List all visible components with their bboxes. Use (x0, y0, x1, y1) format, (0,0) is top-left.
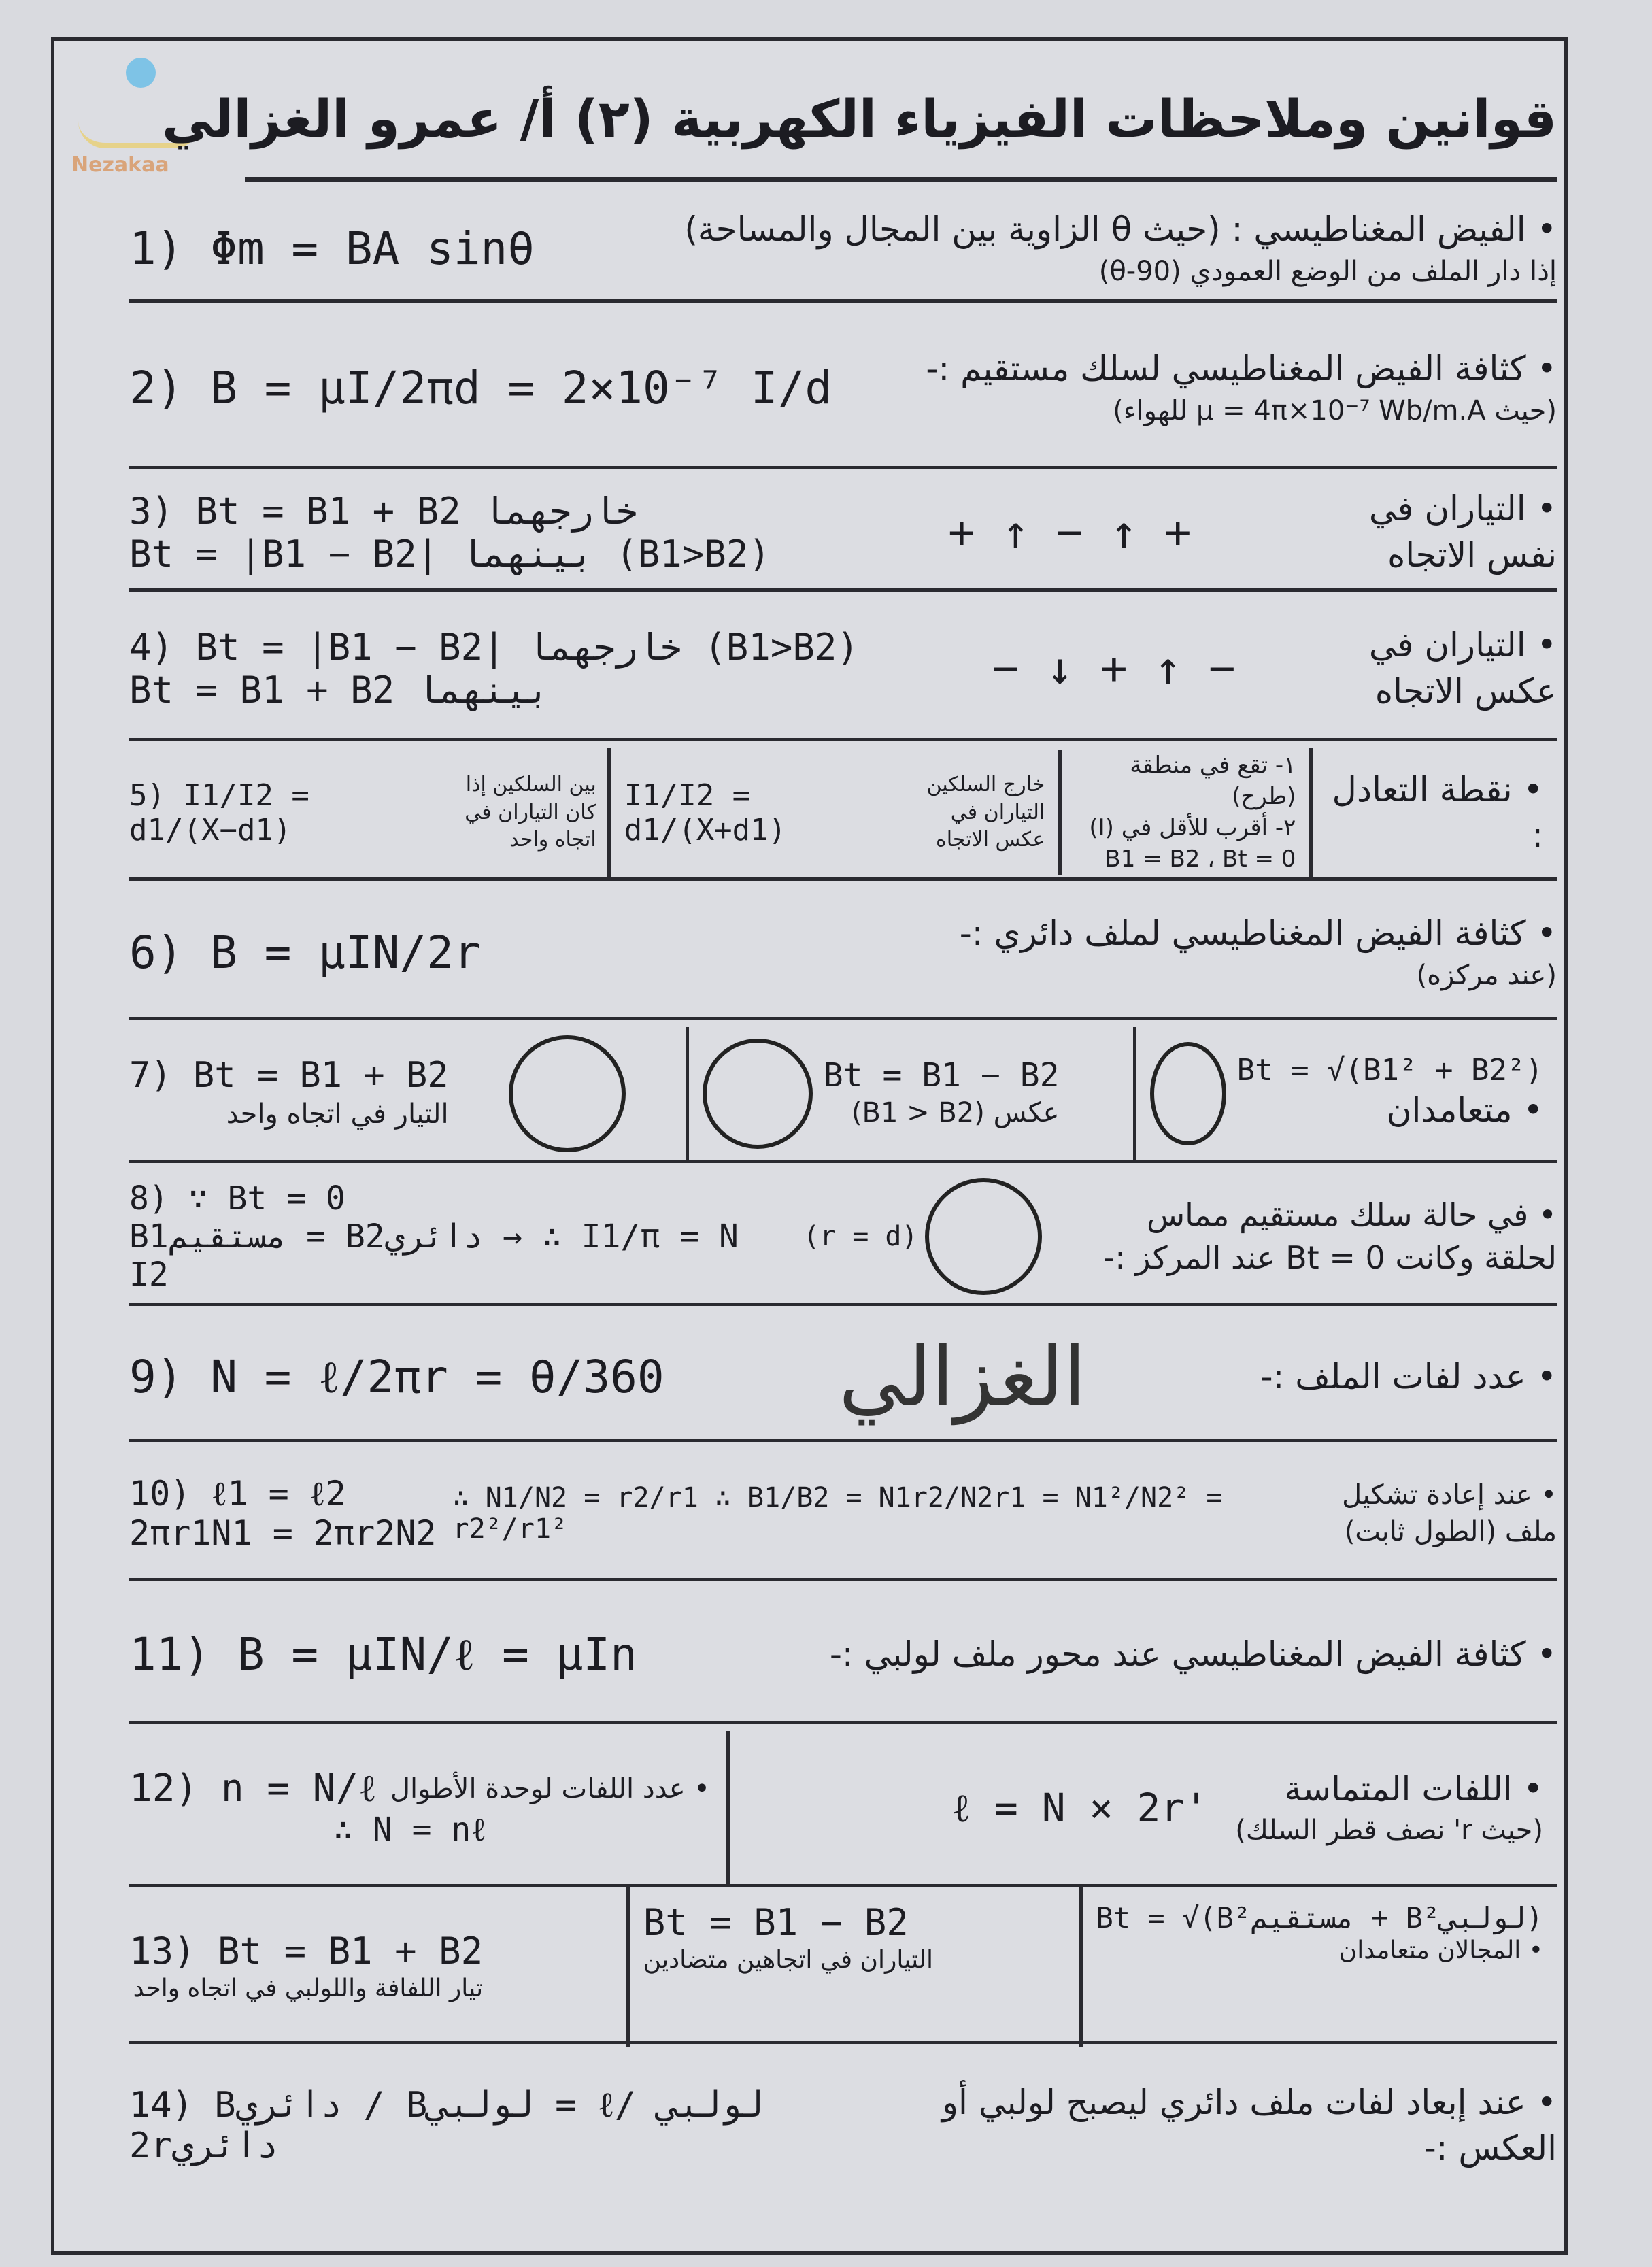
wires-diagram: + ↑ − ↑ + (948, 506, 1192, 558)
formula: 5) I1/I2 = d1/(X−d1) (129, 778, 309, 847)
note: التيار في اتجاه واحد (226, 1098, 449, 1130)
law-row-11 (129, 1588, 1557, 1724)
formula: 2) B = μI/2πd = 2×10⁻⁷ I/d (129, 361, 832, 414)
formula: 2πr1N1 = 2πr2N2 (129, 1513, 437, 1553)
law-row-1 (129, 197, 1557, 303)
note: • كثافة الفيض المغناطيسي لسلك مستقيم :- (926, 349, 1557, 389)
formula: Bt = B1 + B2 بينهما (129, 668, 550, 711)
law-row-13 (129, 1894, 1557, 2044)
note: إذا دار الملف من الوضع العمودي (90-θ) (1098, 255, 1557, 287)
note: لحلقة وكانت Bt = 0 عند المركز :- (1103, 1239, 1557, 1276)
note: نفس الاتجاه (1387, 535, 1557, 575)
note: • التياران في (1368, 625, 1557, 665)
formula: B1مستقيم = B2دائري → ∴ I1/π = N I2 (129, 1217, 739, 1294)
note: ملف (الطول ثابت) (1344, 1516, 1557, 1547)
formula: 12) n = N/ℓ (129, 1766, 377, 1811)
formula: Bt = |B1 − B2| بينهما (B1>B2) (129, 532, 771, 575)
note: • كثافة الفيض المغناطيسي عند محور ملف لولبي :- (829, 1634, 1557, 1674)
formula: 8) ∵ Bt = 0 (129, 1179, 345, 1218)
note: • في حالة سلك مستقيم مماس (1147, 1196, 1557, 1234)
formula: Bt = B1 − B2 (643, 1901, 909, 1944)
note: • عدد لفات الملف :- (1260, 1357, 1557, 1397)
formula: 10) ℓ1 = ℓ2 (129, 1474, 346, 1513)
law-row-10 (129, 1449, 1557, 1581)
note: • الفيض المغناطيسي : (حيث θ الزاوية بين المجال والمساحة) (684, 209, 1557, 250)
note: • عند إعادة تشكيل (1342, 1479, 1557, 1511)
law-row-6 (129, 888, 1557, 1020)
graduate-icon (126, 58, 156, 88)
law-row-9 (129, 1316, 1557, 1442)
formula: 4) Bt = |B1 − B2| خارجهما (B1>B2) (129, 625, 859, 669)
note: • التياران في (1368, 489, 1557, 528)
note: بين السلكين إذا كان التياران في اتجاه واحد (465, 773, 596, 852)
note: (حيث μ = 4π×10⁻⁷ Wb/m.A للهواء) (1113, 394, 1557, 426)
law-row-5 (129, 748, 1557, 881)
note: التياران في اتجاهين متضادين (643, 1946, 933, 1974)
note: • اللفات المتماسة (1284, 1768, 1543, 1809)
formula: 9) N = ℓ/2πr = θ/360 (129, 1351, 664, 1403)
formula: Bt = B1 − B2 (823, 1056, 1060, 1094)
note: • عدد اللفات لوحدة الأطوال (390, 1773, 710, 1804)
formula: I1/I2 = d1/(X+d1) (624, 778, 787, 847)
note: • عند إبعاد لفات ملف دائري ليصبح لولبي أو العكس :- (941, 2082, 1557, 2168)
formula: ∴ N1/N2 = r2/r1 ∴ B1/B2 = N1r2/N2r1 = N1²/N2² = r2²/r1² (452, 1482, 1223, 1545)
signature: الغزالي (839, 1330, 1087, 1425)
note: B1 = B2 ، Bt = 0 (1105, 845, 1296, 873)
concentric-loops-icon (509, 1035, 626, 1152)
note: • كثافة الفيض المغناطيسي لملف دائري :- (959, 913, 1557, 954)
formula: 11) B = μIN/ℓ = μIn (129, 1628, 637, 1681)
note: تيار اللفافة واللولبي في اتجاه واحد (133, 1974, 484, 2002)
law-row-8 (129, 1170, 1557, 1306)
formula: ℓ = N × 2r' (951, 1784, 1209, 1831)
note: عكس (B1 > B2) (851, 1096, 1060, 1128)
note: • نقطة التعادل : (1309, 748, 1557, 877)
formula: Bt = √(B1² + B2²) (1236, 1053, 1543, 1088)
logo-text: Nezakaa (71, 153, 169, 177)
wires-diagram: − ↓ + ↑ − (992, 642, 1236, 694)
note: ٢- أقرب للأقل في (I) (1089, 814, 1296, 841)
concentric-loops-icon (703, 1039, 813, 1149)
law-row-14 (129, 2051, 1557, 2200)
formula: 1) Φm = BA sinθ (129, 222, 535, 275)
page-title: قوانين وملاحظات الفيزياء الكهربية (٢) أ/ عمرو الغزالي (245, 61, 1557, 182)
formula: Bt = √(B²مستقيم + B²لولبي) (1096, 1901, 1543, 1934)
loop-tangent-wire-icon (925, 1178, 1042, 1295)
label: (r = d) (803, 1220, 918, 1252)
law-row-3 (129, 476, 1557, 592)
formula: 14) Bدائري / Bلولبي = ℓلولبي / 2rدائري (129, 2085, 764, 2166)
note: عكس الاتجاه (1375, 671, 1557, 711)
note: خارج السلكين التياران في عكس الاتجاه (926, 773, 1045, 852)
formula: ∴ N = nℓ (333, 1811, 487, 1849)
note: (عند مركزه) (1416, 959, 1557, 991)
formula: 6) B = μIN/2r (129, 926, 481, 979)
note: ١- تقع في منطقة (طرح) (1130, 752, 1296, 811)
formula: 3) Bt = B1 + B2 خارجهما (129, 489, 638, 533)
formula: 13) Bt = B1 + B2 (129, 1929, 484, 1972)
note: • المجالان متعامدان (1338, 1936, 1543, 1964)
formula: 7) Bt = B1 + B2 (129, 1054, 449, 1096)
law-row-2 (129, 309, 1557, 469)
note: • متعامدان (1386, 1090, 1543, 1130)
law-row-7 (129, 1027, 1557, 1163)
note: (حيث r' نصف قطر السلك) (1235, 1815, 1543, 1847)
law-row-12 (129, 1731, 1557, 1887)
perpendicular-loops-icon (1150, 1042, 1226, 1145)
law-row-4 (129, 599, 1557, 741)
